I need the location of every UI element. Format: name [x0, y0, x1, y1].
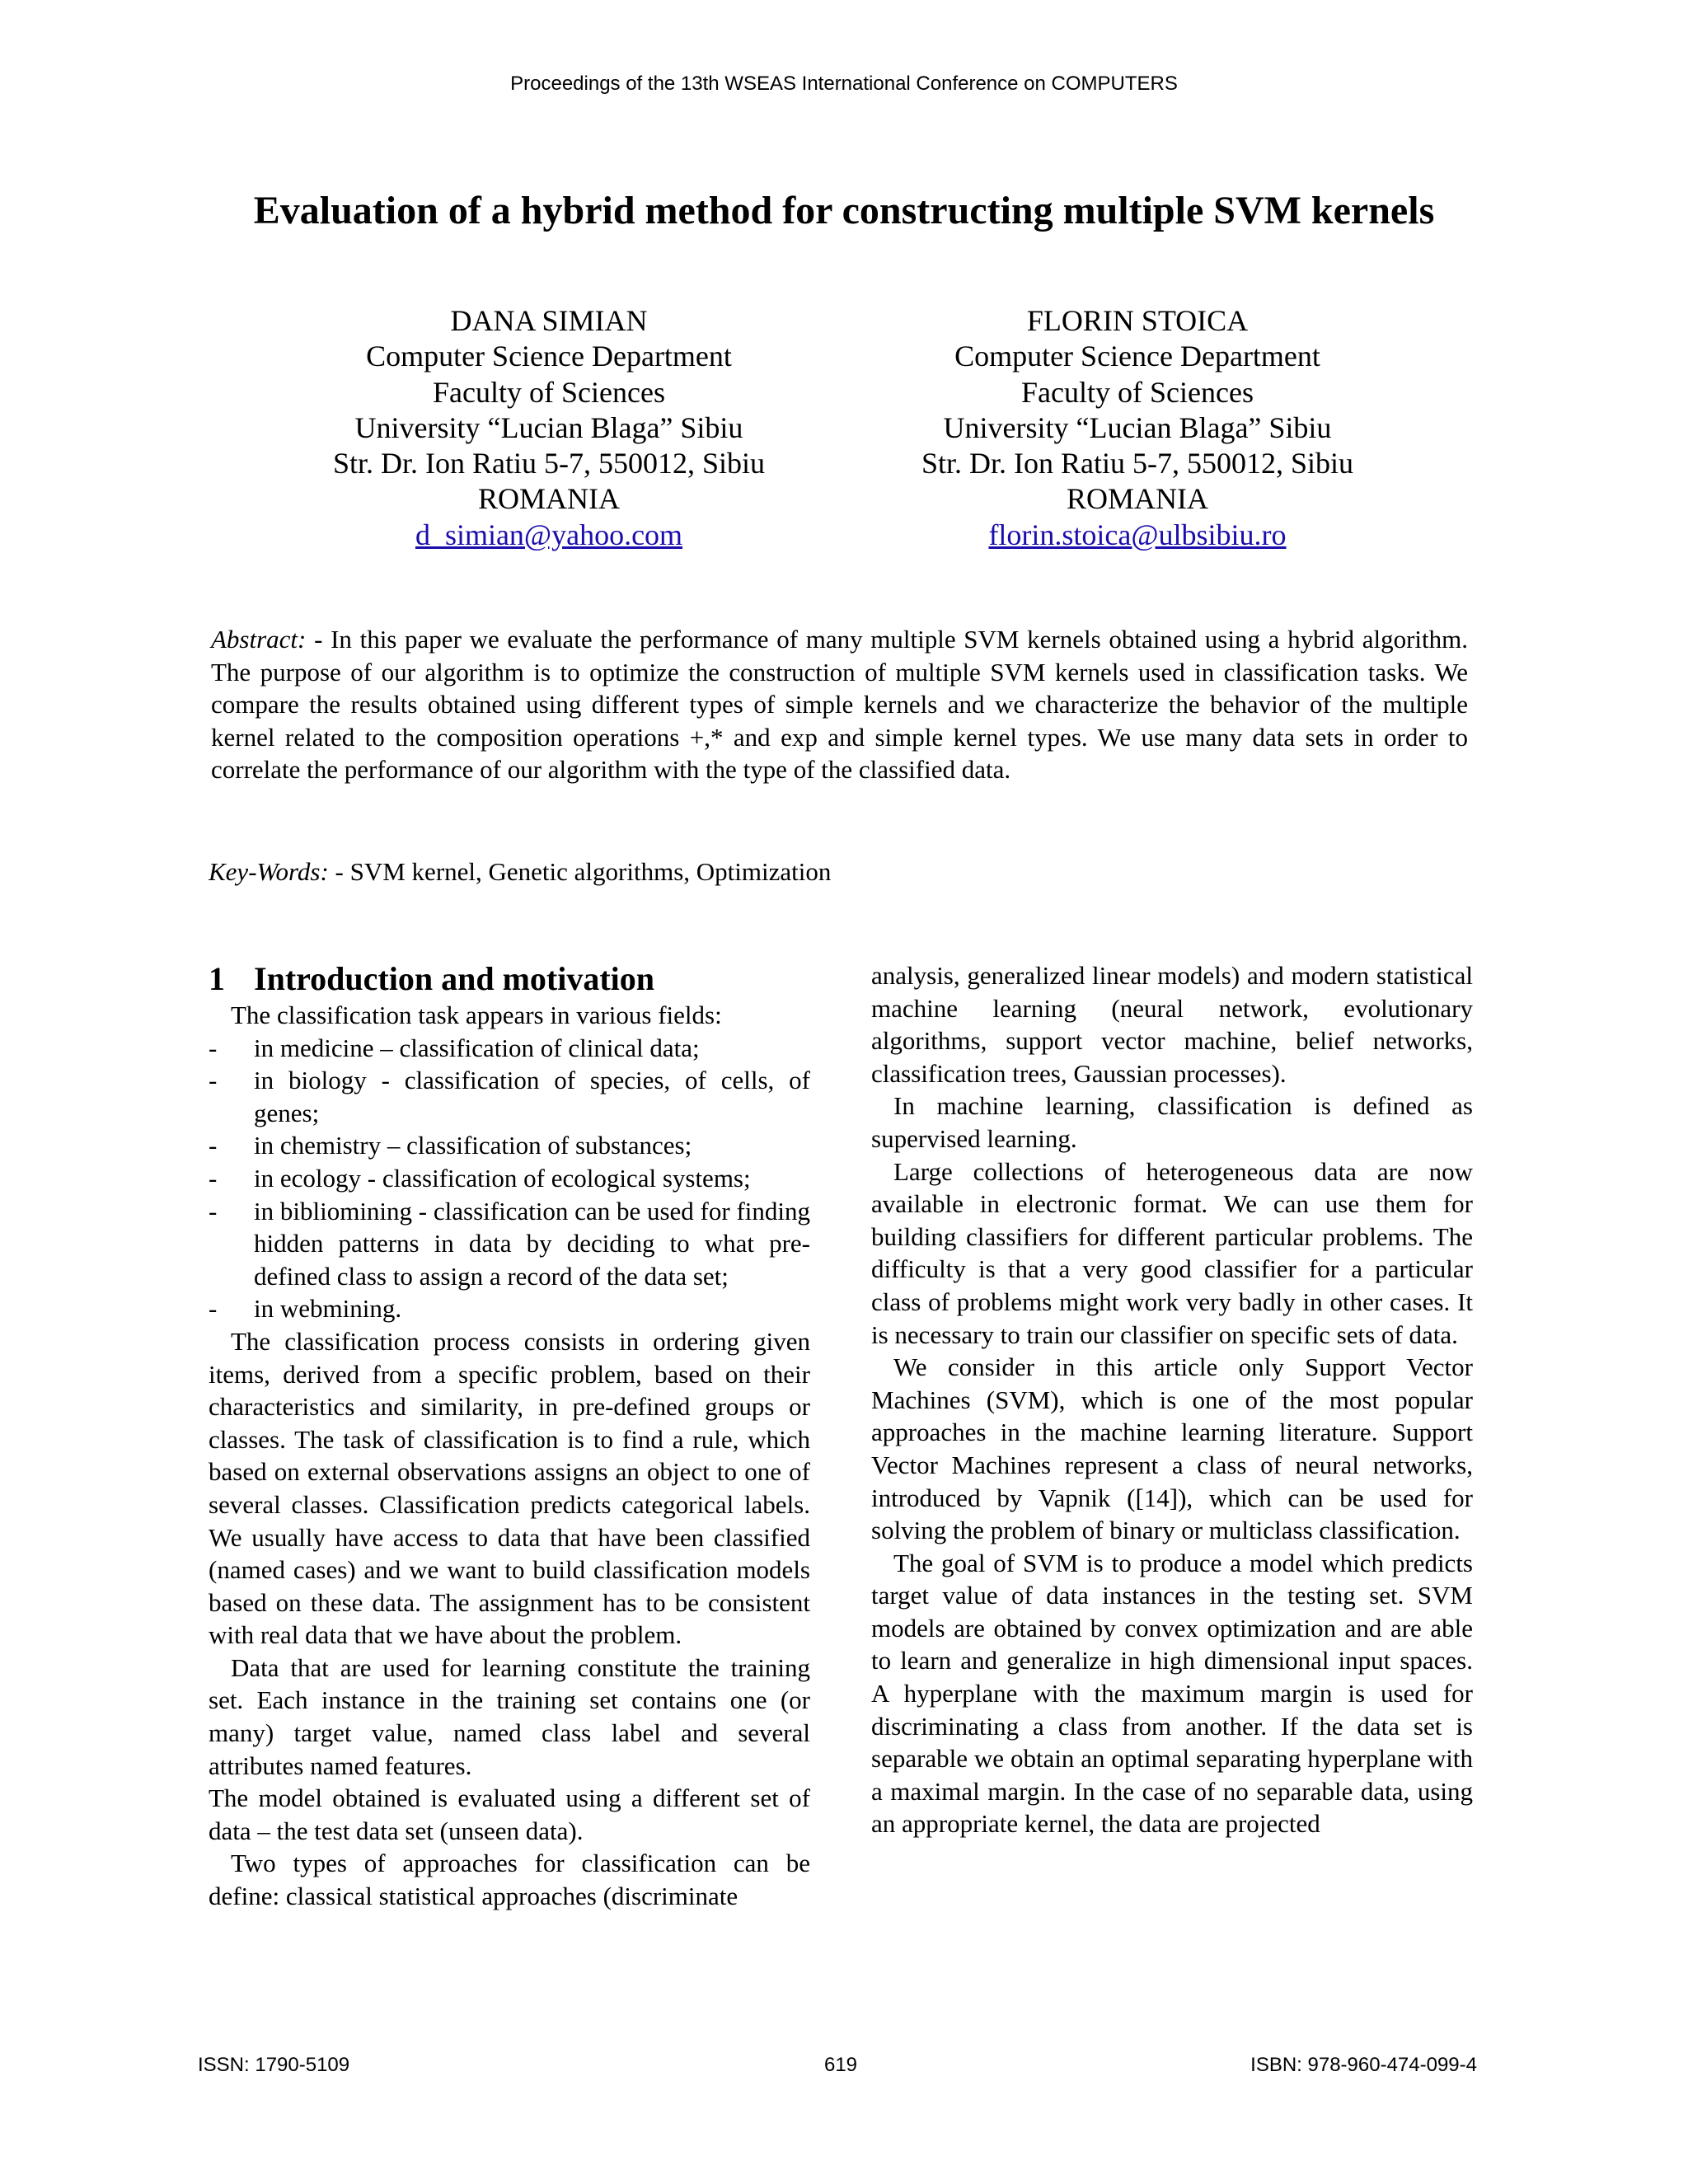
section-heading — [209, 959, 810, 999]
author-name: DANA SIMIAN — [450, 304, 648, 337]
paragraph: We consider in this article only Support Vector Machines (SVM), which is one of the most popular approaches in the machine learning literature. Support Vector Machines represent a class of neural networks, introduced by Vapnik ([14]), which can be used for solving the problem of binary or multiclass classification. — [871, 1352, 1473, 1545]
list-item-text: in medicine – classification of clinical data; — [254, 1033, 700, 1062]
intro-lead: The classification task appears in various fields: — [231, 1001, 722, 1029]
author-university: University “Lucian Blaga” Sibiu — [354, 410, 743, 444]
footer-issn: ISSN: 1790-5109 — [198, 2054, 350, 2076]
list-item-text: in bibliomining - classification can be used for finding hidden patterns in data by deciding to what pre-defined class to assign a record of the data set; — [254, 1196, 810, 1291]
paragraph: analysis, generalized linear models) and modern statistical machine learning (neural network, evolutionary algorithms, support vector machine, belief networks, classification trees, Gaussian processes). — [871, 961, 1473, 1088]
paragraph: Large collections of heterogeneous data are now available in electronic format. We can use them for building classifiers for different particular problems. The difficulty is that a very good classifier for a particular class of problems might work very badly in other cases. It is necessary to train our classifier on specific sets of data. — [871, 1156, 1473, 1349]
list-item-text: in ecology - classification of ecological systems; — [254, 1163, 751, 1193]
bullet-dash: - — [209, 1131, 218, 1160]
author-address: Str. Dr. Ion Ratiu 5-7, 550012, Sibiu — [332, 447, 766, 480]
author-country: ROMANIA — [477, 482, 620, 516]
right-column — [871, 959, 1473, 1840]
author-country: ROMANIA — [1066, 482, 1208, 516]
author-name: FLORIN STOICA — [1026, 304, 1249, 337]
abstract — [211, 623, 1468, 786]
bullet-dash: - — [209, 1294, 218, 1324]
paragraph: Two types of approaches for classification can be define: classical statistical approaches (discriminate — [209, 1849, 810, 1911]
list-item — [209, 1032, 810, 1065]
keywords — [209, 855, 1465, 888]
paragraph: The classification process consists in ordering given items, derived from a specific problem, based on their characteristics and similarity, in pre-defined groups or classes. The task of classification is to find a rule, which based on external observations assigns an object to one of several classes. Classification predicts categorical labels. We usually have access to data that have been classified (named cases) and we want to build classification models based on these data. The assignment has to be consistent with real data that we have about the problem. — [209, 1326, 810, 1650]
running-head: Proceedings of the 13th WSEAS International Conference on COMPUTERS — [510, 73, 1178, 95]
abstract-label: Abstract: — [211, 625, 307, 654]
author-block-1 — [285, 303, 813, 553]
abstract-text: - In this paper we evaluate the performance of many multiple SVM kernels obtained using a hybrid algorithm. The purpose of our algorithm is to optimize the construction of multiple SVM kernels used in classification tasks. We compare the results obtained using different types of simple kernels and we characterize the behavior of the multiple kernel related to the composition operations +,* and exp and simple kernel types. We use many data sets in order to correlate the performance of our algorithm with the type of the classified data. — [211, 625, 1468, 784]
list-item-text: in biology - classification of species, of cells, of genes; — [254, 1066, 810, 1127]
author-block-2 — [874, 303, 1401, 553]
list-item — [209, 1292, 810, 1325]
paragraph: Data that are used for learning constitute the training set. Each instance in the training set contains one (or many) target value, named class label and several attributes named features. — [209, 1652, 810, 1780]
author-email-link[interactable]: florin.stoica@ulbsibiu.ro — [988, 518, 1287, 551]
page-number: 619 — [823, 2054, 858, 2076]
paper-title: Evaluation of a hybrid method for constructing multiple SVM kernels — [253, 189, 1435, 232]
author-address: Str. Dr. Ion Ratiu 5-7, 550012, Sibiu — [921, 447, 1354, 480]
author-faculty: Faculty of Sciences — [1021, 375, 1254, 409]
author-faculty: Faculty of Sciences — [433, 375, 665, 409]
bullet-dash: - — [209, 1163, 218, 1193]
author-university: University “Lucian Blaga” Sibiu — [943, 410, 1332, 444]
list-item — [209, 1064, 810, 1129]
left-column — [209, 959, 810, 1913]
keywords-label: Key-Words: — [209, 857, 329, 886]
list-item-text: in chemistry – classification of substances; — [254, 1131, 692, 1160]
section-number: 1 — [209, 960, 225, 997]
paragraph: In machine learning, classification is defined as supervised learning. — [871, 1091, 1473, 1153]
author-department: Computer Science Department — [954, 340, 1320, 373]
fields-list — [209, 1032, 810, 1325]
list-item — [209, 1162, 810, 1195]
list-item — [209, 1129, 810, 1162]
list-item — [209, 1195, 810, 1293]
bullet-dash: - — [209, 1196, 218, 1226]
author-department: Computer Science Department — [366, 340, 732, 373]
paragraph: The model obtained is evaluated using a different set of data – the test data set (unseen data). — [209, 1783, 810, 1845]
list-item-text: in webmining. — [254, 1294, 402, 1324]
author-email-link[interactable]: d_simian@yahoo.com — [415, 518, 683, 551]
bullet-dash: - — [209, 1033, 218, 1062]
footer-isbn: ISBN: 978-960-474-099-4 — [1250, 2054, 1477, 2076]
section-title: Introduction and motivation — [254, 960, 655, 997]
paragraph: The goal of SVM is to produce a model which predicts target value of data instances in the testing set. SVM models are obtained by convex optimization and are able to learn and generalize in high dimensional input spaces. A hyperplane with the maximum margin is used for discriminating a class from another. If the data set is separable we obtain an optimal separating hyperplane with a maximal margin. In the case of no separable data, using an appropriate kernel, the data are projected — [871, 1548, 1473, 1839]
bullet-dash: - — [209, 1066, 218, 1095]
keywords-text: - SVM kernel, Genetic algorithms, Optimization — [335, 857, 832, 886]
